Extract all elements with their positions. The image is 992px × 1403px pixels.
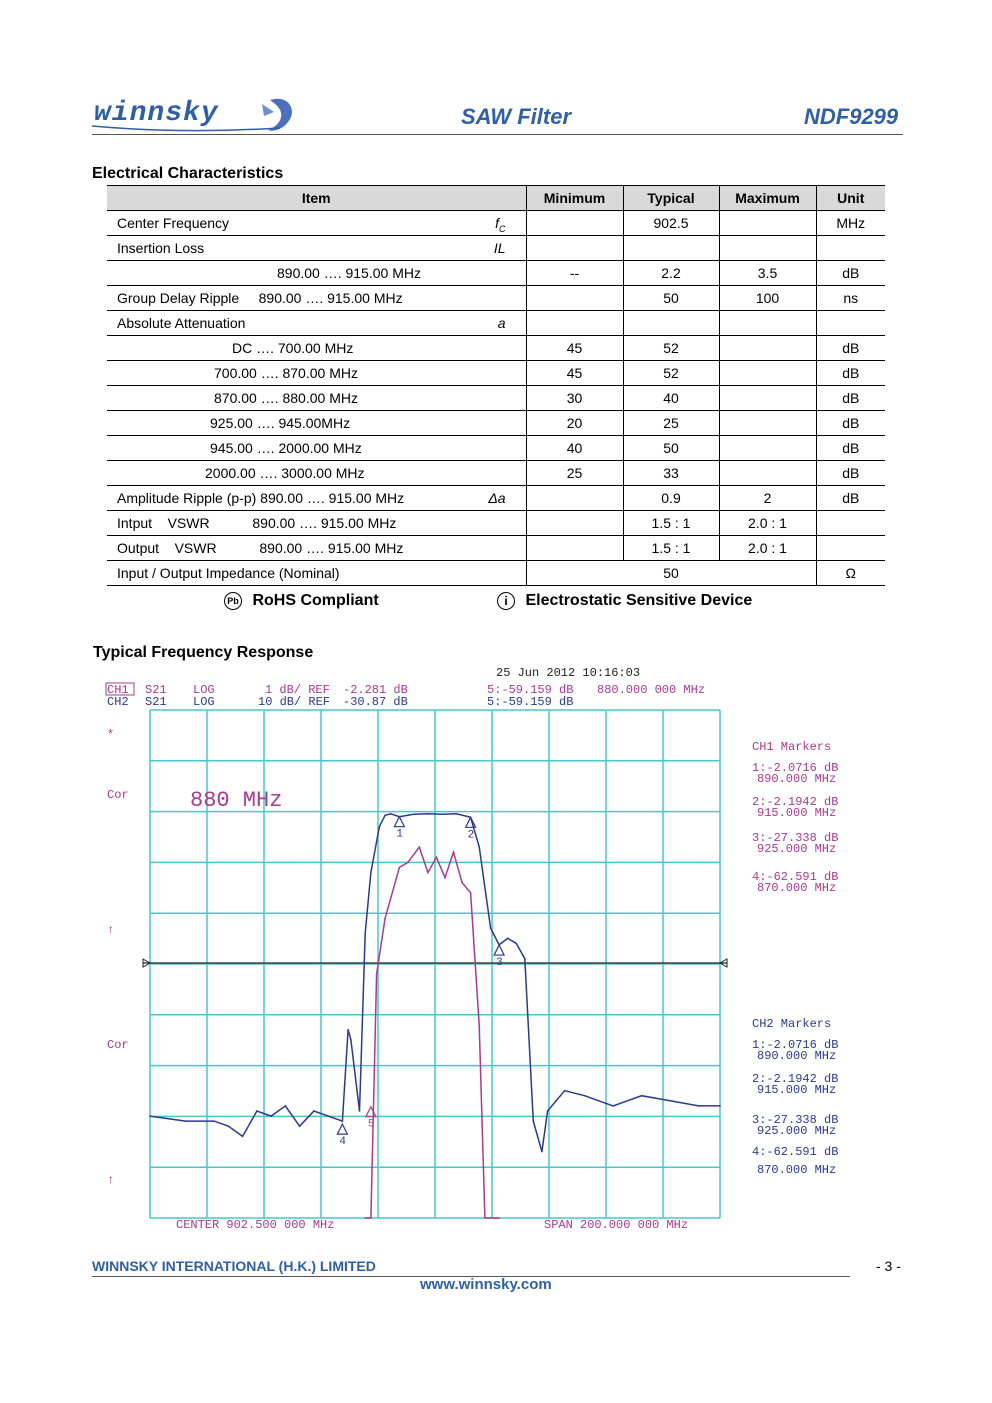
- cell-minimum: 30: [526, 386, 623, 411]
- item-range: DC …. 700.00 MHz: [232, 340, 354, 356]
- ch2-marker-freq: 925.000 MHz: [757, 1124, 837, 1138]
- cell-maximum: 100: [719, 286, 816, 311]
- cell-typical: 902.5: [623, 211, 719, 236]
- item-label: Center Frequency: [117, 215, 230, 231]
- cell-item: [107, 561, 526, 586]
- ch1-trace-line-point: [256, 1110, 258, 1112]
- cell-typical: 52: [623, 336, 719, 361]
- marker-4-label: 4: [339, 1136, 346, 1149]
- item-range: 890.00 …. 915.00 MHz: [277, 265, 421, 281]
- ch2-trace-line-point: [427, 872, 429, 874]
- frequency-response-chart: [100, 660, 860, 1240]
- ch2-trace-line-point: [444, 877, 446, 879]
- table-row: [107, 286, 885, 311]
- header-divider: [92, 134, 903, 135]
- ch1-trace-line-point: [441, 814, 443, 816]
- col-header-maximum: Maximum: [719, 186, 816, 211]
- cell-typical: 25: [623, 411, 719, 436]
- marker-5-label: 5: [367, 1118, 375, 1131]
- cell-item: [107, 386, 526, 411]
- item-symbol: IL: [493, 240, 506, 256]
- cell-unit: [816, 511, 885, 536]
- ch1-trace-line-point: [347, 1029, 349, 1031]
- col-header-item: Item: [107, 186, 526, 211]
- ch1-status-1: S21: [145, 683, 167, 697]
- cell-unit: MHz: [816, 211, 885, 236]
- ch1-status-6: 880.000 000 MHz: [597, 683, 706, 697]
- side-label-2: ↑: [107, 923, 115, 937]
- cell-minimum: --: [526, 261, 623, 286]
- ch2-marker-freq: 915.000 MHz: [757, 1083, 837, 1097]
- ch2-trace-line-point: [384, 917, 386, 919]
- ch2-status-5: 5:-59.159 dB: [487, 695, 574, 709]
- ch2-marker-value: 4:-62.591 dB: [752, 1145, 839, 1159]
- table-row: [107, 261, 885, 286]
- table-header-row: [107, 186, 885, 211]
- table-row: [107, 411, 885, 436]
- cell-item: [107, 486, 526, 511]
- ch1-trace-line-point: [456, 813, 458, 815]
- ch1-trace-line-point: [698, 1105, 700, 1107]
- ch1-trace-line-point: [350, 1039, 352, 1041]
- col-header-minimum: Minimum: [526, 186, 623, 211]
- ch1-trace-line-point: [524, 958, 526, 960]
- ch1-trace-line-point: [285, 1105, 287, 1107]
- ch2-marker-freq: 870.000 MHz: [757, 1163, 837, 1177]
- cell-unit: [816, 236, 885, 261]
- ch1-trace-line-point: [413, 814, 415, 816]
- ch2-trace-line-point: [407, 862, 409, 864]
- ch1-trace-line-point: [669, 1100, 671, 1102]
- ch1-trace-line-point: [213, 1120, 215, 1122]
- cell-item: [107, 511, 526, 536]
- item-range: 925.00 …. 945.00MHz: [210, 415, 351, 431]
- marker-2-label: 2: [467, 829, 475, 842]
- ch2-marker-value: 3:-27.338 dB: [752, 1113, 839, 1127]
- ch2-trace-line-point: [461, 882, 463, 884]
- cell-item: [107, 236, 526, 261]
- ch1-trace-line-point: [379, 826, 381, 828]
- ch1-trace-line-point: [359, 1110, 361, 1112]
- cell-minimum: [526, 511, 623, 536]
- ch2-trace-line-point: [370, 1217, 372, 1219]
- ch1-marker-value: 1:-2.0716 dB: [752, 761, 839, 775]
- ch2-trace-line-point: [376, 973, 378, 975]
- table-row: [107, 336, 885, 361]
- cell-maximum: [719, 361, 816, 386]
- ch2-trace-line-point: [399, 867, 401, 869]
- item-range: 2000.00 …. 3000.00 MHz: [205, 465, 365, 481]
- ch1-trace-line-point: [270, 1115, 272, 1117]
- ch1-trace-line-point: [364, 932, 366, 934]
- cell-maximum: [719, 436, 816, 461]
- rohs-pb-icon: Pb: [224, 592, 242, 610]
- side-label-3: Cor: [107, 1038, 129, 1052]
- ch1-trace-line-point: [185, 1120, 187, 1122]
- ch2-trace-line-point: [478, 1024, 480, 1026]
- cell-minimum: [526, 311, 623, 336]
- cell-item: [107, 311, 526, 336]
- cell-minimum: [526, 486, 623, 511]
- ch1-trace-line-point: [384, 815, 386, 817]
- ch2-status-2: LOG: [193, 695, 215, 709]
- cell-minimum: [526, 211, 623, 236]
- ch1-status-2: LOG: [193, 683, 215, 697]
- cell-unit: dB: [816, 336, 885, 361]
- table-row: [107, 311, 885, 336]
- part-number: NDF9299: [804, 104, 899, 129]
- cell-typical: 50: [526, 561, 816, 586]
- span-label: SPAN 200.000 000 MHz: [544, 1218, 689, 1232]
- ch1-trace-line-point: [242, 1136, 244, 1138]
- table-row: [107, 436, 885, 461]
- ch1-trace-line-point: [555, 1100, 557, 1102]
- item-range: 870.00 …. 880.00 MHz: [214, 390, 358, 406]
- cell-item: [107, 436, 526, 461]
- ch1-trace-line-point: [547, 1110, 549, 1112]
- cell-item: [107, 361, 526, 386]
- cell-maximum: [719, 386, 816, 411]
- logo-wordmark: winnsky: [94, 98, 219, 129]
- cell-minimum: 25: [526, 461, 623, 486]
- rohs-compliance: [224, 592, 379, 610]
- ch1-trace-line-point: [719, 1105, 721, 1107]
- item-label: Amplitude Ripple (p-p) 890.00 …. 915.00 MHz: [117, 490, 405, 506]
- electrical-title: Electrical Characteristics: [92, 165, 284, 182]
- cell-minimum: 45: [526, 361, 623, 386]
- item-label: Output VSWR 890.00 …. 915.00 MHz: [117, 540, 404, 556]
- cell-typical: 50: [623, 286, 719, 311]
- cell-maximum: [719, 211, 816, 236]
- cell-typical: 1.5 : 1: [623, 511, 719, 536]
- ch2-trace-line-point: [484, 1217, 486, 1219]
- page-number: - 3 -: [876, 1258, 901, 1274]
- side-label-0: *: [107, 728, 115, 742]
- item-label: Intput VSWR 890.00 …. 915.00 MHz: [117, 515, 397, 531]
- footer-company: WINNSKY INTERNATIONAL (H.K.) LIMITED: [92, 1258, 376, 1274]
- ch1-trace-line-point: [390, 813, 392, 815]
- marker-4-triangle: [337, 1124, 347, 1134]
- cell-maximum: [719, 461, 816, 486]
- cell-maximum: 2.0 : 1: [719, 511, 816, 536]
- ch2-status-3: 10 dB/ REF: [258, 695, 331, 709]
- marker-3-triangle: [494, 945, 504, 955]
- ch2-trace-line: [365, 847, 499, 1218]
- ch2-trace-line-point: [393, 887, 395, 889]
- cell-unit: dB: [816, 261, 885, 286]
- cell-item: [107, 461, 526, 486]
- cell-maximum: [719, 336, 816, 361]
- rohs-label: RoHS Compliant: [252, 592, 379, 610]
- ch1-marker-freq: 915.000 MHz: [757, 806, 837, 820]
- ch1-trace-line-point: [342, 1120, 344, 1122]
- item-symbol: Δa: [488, 490, 506, 506]
- cell-unit: ns: [816, 286, 885, 311]
- ch1-marker-value: 2:-2.1942 dB: [752, 795, 839, 809]
- footer-website-link[interactable]: www.winnsky.com: [420, 1276, 552, 1293]
- marker-5-triangle: [366, 1107, 376, 1117]
- item-symbol: $f_C$: [495, 215, 506, 234]
- cell-maximum: [719, 411, 816, 436]
- ch1-trace-line-point: [299, 1125, 301, 1127]
- cell-typical: [623, 236, 719, 261]
- ch2-trace-line-point: [419, 846, 421, 848]
- ch2-trace-line-point: [470, 892, 472, 894]
- chart-timestamp: 25 Jun 2012 10:16:03: [496, 666, 641, 680]
- ch2-status-4: -30.87 dB: [343, 695, 408, 709]
- cell-unit: [816, 311, 885, 336]
- cell-unit: dB: [816, 386, 885, 411]
- marker-1-label: 1: [396, 828, 403, 841]
- cell-minimum: 40: [526, 436, 623, 461]
- cell-item: [107, 261, 526, 286]
- ch1-marker-freq: 925.000 MHz: [757, 842, 837, 856]
- esd-label: Electrostatic Sensitive Device: [525, 592, 753, 610]
- cell-item: [107, 286, 526, 311]
- col-header-unit: Unit: [816, 186, 885, 211]
- table-row: [107, 236, 885, 261]
- esd-notice: [497, 592, 752, 610]
- ch2-marker-value: 2:-2.1942 dB: [752, 1072, 839, 1086]
- cell-maximum: 2: [719, 486, 816, 511]
- cell-maximum: 3.5: [719, 261, 816, 286]
- cell-unit: dB: [816, 361, 885, 386]
- ch1-trace-line-point: [149, 1115, 151, 1117]
- cell-typical: 33: [623, 461, 719, 486]
- ch1-trace-line-point: [228, 1125, 230, 1127]
- ch2-marker-freq: 890.000 MHz: [757, 1049, 837, 1063]
- table-row: [107, 511, 885, 536]
- cell-minimum: [526, 536, 623, 561]
- center-frequency-label: CENTER 902.500 000 MHz: [176, 1218, 335, 1232]
- cell-maximum: 2.0 : 1: [719, 536, 816, 561]
- table-row: [107, 561, 885, 586]
- item-label: Insertion Loss: [117, 240, 205, 256]
- table-row: [107, 211, 885, 236]
- cell-typical: 40: [623, 386, 719, 411]
- cell-unit: dB: [816, 461, 885, 486]
- cell-unit: [816, 536, 885, 561]
- winnsky-logo: [92, 92, 302, 136]
- product-title: SAW Filter: [461, 104, 572, 129]
- col-header-typical: Typical: [623, 186, 719, 211]
- cell-minimum: 45: [526, 336, 623, 361]
- ch1-trace-line-point: [541, 1151, 543, 1153]
- ch1-trace-line-point: [427, 813, 429, 815]
- ch1-trace-line-point: [564, 1090, 566, 1092]
- ch1-trace-line-point: [584, 1095, 586, 1097]
- ch1-markers-title: CH1 Markers: [752, 740, 832, 754]
- table-row: [107, 361, 885, 386]
- table-row: [107, 386, 885, 411]
- ch1-trace-line-point: [478, 846, 480, 848]
- electrical-table: [107, 185, 885, 586]
- cell-typical: 52: [623, 361, 719, 386]
- cell-minimum: [526, 286, 623, 311]
- chart-grid: [143, 710, 727, 1218]
- ch1-status-5: 5:-59.159 dB: [487, 683, 574, 697]
- side-label-4: ↑: [107, 1173, 115, 1187]
- cell-maximum: [719, 236, 816, 261]
- ch1-status-0: CH1: [107, 683, 129, 697]
- side-label-1: Cor: [107, 788, 129, 802]
- ch1-trace-line-point: [327, 1115, 329, 1117]
- item-label: Input / Output Impedance (Nominal): [117, 565, 340, 581]
- item-range: 945.00 …. 2000.00 MHz: [210, 440, 362, 456]
- cell-typical: [623, 311, 719, 336]
- cell-item: [107, 411, 526, 436]
- cell-unit: dB: [816, 411, 885, 436]
- ch1-status-4: -2.281 dB: [343, 683, 408, 697]
- table-row: [107, 536, 885, 561]
- table-row: [107, 461, 885, 486]
- ch1-trace-line-point: [507, 937, 509, 939]
- info-icon: i: [497, 592, 515, 610]
- annotation-880mhz: 880 MHz: [190, 788, 283, 813]
- cell-typical: 50: [623, 436, 719, 461]
- cell-item: [107, 536, 526, 561]
- ch1-marker-value: 3:-27.338 dB: [752, 831, 839, 845]
- cell-minimum: 20: [526, 411, 623, 436]
- marker-3-label: 3: [496, 957, 503, 970]
- marker-1-triangle: [394, 817, 404, 827]
- table-row: [107, 486, 885, 511]
- item-label: Group Delay Ripple 890.00 …. 915.00 MHz: [117, 290, 403, 306]
- cell-unit: dB: [816, 486, 885, 511]
- ch1-trace-line-point: [641, 1095, 643, 1097]
- cell-item: [107, 336, 526, 361]
- ch1-trace-line-point: [612, 1105, 614, 1107]
- cell-typical: 2.2: [623, 261, 719, 286]
- cell-item: [107, 211, 526, 236]
- ch1-trace-line-point: [515, 943, 517, 945]
- cell-maximum: [719, 311, 816, 336]
- ch1-marker-freq: 890.000 MHz: [757, 772, 837, 786]
- ch2-status-0: CH2: [107, 695, 129, 709]
- item-range: 700.00 …. 870.00 MHz: [214, 365, 358, 381]
- ch1-trace-line-point: [533, 1120, 535, 1122]
- cell-unit: Ω: [816, 561, 885, 586]
- ch2-markers-title: CH2 Markers: [752, 1017, 832, 1031]
- ch1-marker-freq: 870.000 MHz: [757, 881, 837, 895]
- ch2-marker-value: 1:-2.0716 dB: [752, 1038, 839, 1052]
- cell-typical: 1.5 : 1: [623, 536, 719, 561]
- item-label: Absolute Attenuation: [117, 315, 246, 331]
- ch1-marker-value: 4:-62.591 dB: [752, 870, 839, 884]
- item-symbol: a: [497, 315, 506, 331]
- ch2-trace-line-point: [436, 856, 438, 858]
- ch1-trace-line-point: [370, 871, 372, 873]
- ch1-status-3: 1 dB/ REF: [265, 683, 330, 697]
- cell-minimum: [526, 236, 623, 261]
- ch2-trace-line-point: [453, 851, 455, 853]
- ch2-status-1: S21: [145, 695, 167, 709]
- ch1-trace-line-point: [313, 1110, 315, 1112]
- ch1-trace-line-point: [490, 927, 492, 929]
- ch2-trace-line-point: [498, 1217, 500, 1219]
- cell-typical: 0.9: [623, 486, 719, 511]
- response-title: Typical Frequency Response: [93, 644, 314, 661]
- ch2-trace-line-point: [364, 1217, 366, 1219]
- cell-unit: dB: [816, 436, 885, 461]
